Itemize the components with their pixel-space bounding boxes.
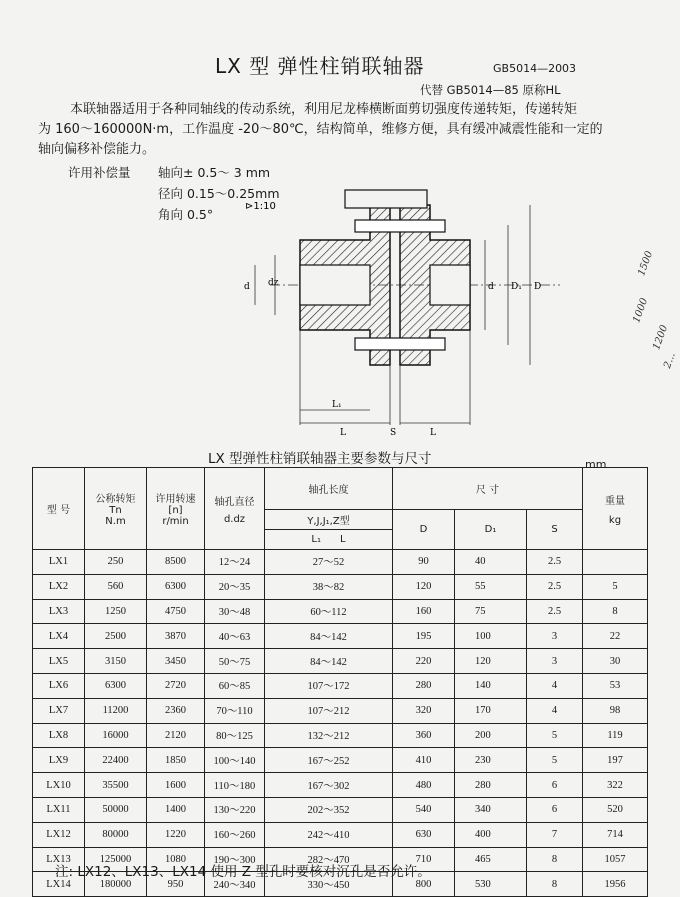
table-row: [33, 748, 648, 773]
description-line-3: 轴向偏移补偿能力。: [38, 142, 156, 157]
parameter-table: [32, 467, 648, 897]
table-title: LX 型弹性柱销联轴器主要参数与尺寸: [208, 451, 432, 467]
header-length: 轴孔长度: [265, 468, 393, 510]
cell-model: LX5: [33, 649, 85, 674]
table-row: [33, 550, 648, 575]
cell-tn: 80000: [85, 822, 147, 847]
cell-model: LX6: [33, 673, 85, 698]
cell-d: 240～340: [205, 872, 265, 897]
cell-D: 120: [393, 574, 455, 599]
cell-S: 8: [527, 847, 583, 872]
dim-S: S: [390, 428, 397, 438]
table-row: [33, 723, 648, 748]
cell-l: 84～142: [265, 649, 393, 674]
cell-kg: 520: [583, 797, 648, 822]
cell-kg: 30: [583, 649, 648, 674]
standard-number: GB5014—2003: [493, 62, 577, 75]
cell-D: 630: [393, 822, 455, 847]
cell-tn: 3150: [85, 649, 147, 674]
handwriting-1: 1500: [636, 249, 656, 278]
cell-D: 800: [393, 872, 455, 897]
cell-D1: 200: [455, 723, 527, 748]
cell-D1: 40: [455, 550, 527, 575]
cell-tn: 560: [85, 574, 147, 599]
cell-tn: 250: [85, 550, 147, 575]
header-model: 型 号: [33, 468, 85, 550]
cell-n: 1600: [147, 773, 205, 798]
cell-model: LX1: [33, 550, 85, 575]
cell-kg: 22: [583, 624, 648, 649]
cell-n: 2720: [147, 673, 205, 698]
cell-n: 3870: [147, 624, 205, 649]
cell-d: 60～85: [205, 673, 265, 698]
cell-S: 5: [527, 748, 583, 773]
dim-D1: D₁: [511, 282, 522, 292]
cell-model: LX11: [33, 797, 85, 822]
cell-n: 2360: [147, 698, 205, 723]
dim-L-left: L: [340, 428, 346, 438]
header-bore: 轴孔直径 d.dz: [205, 468, 265, 550]
header-torque: 公称转矩 Tn N.m: [85, 468, 147, 550]
dim-d-right: d: [488, 282, 494, 292]
cell-D1: 530: [455, 872, 527, 897]
taper-label: ⊳1:10: [245, 201, 276, 212]
cell-D: 710: [393, 847, 455, 872]
cell-l: 27～52: [265, 550, 393, 575]
cell-model: LX3: [33, 599, 85, 624]
cell-tn: 11200: [85, 698, 147, 723]
cell-D1: 75: [455, 599, 527, 624]
cell-D1: 230: [455, 748, 527, 773]
cell-model: LX12: [33, 822, 85, 847]
cell-d: 50～75: [205, 649, 265, 674]
cell-D: 540: [393, 797, 455, 822]
handwriting-2: 1000: [631, 296, 651, 325]
header-length-cols: L₁ L: [265, 530, 393, 550]
header-speed: 许用转速 [n] r/min: [147, 468, 205, 550]
compensation-angular: 角向 0.5°: [158, 207, 214, 222]
cell-d: 130～220: [205, 797, 265, 822]
cell-tn: 50000: [85, 797, 147, 822]
table-row: [33, 822, 648, 847]
cell-model: LX7: [33, 698, 85, 723]
cell-D: 220: [393, 649, 455, 674]
cell-kg: 322: [583, 773, 648, 798]
cell-D1: 170: [455, 698, 527, 723]
table-row: [33, 673, 648, 698]
cell-n: 2120: [147, 723, 205, 748]
compensation-label: 许用补偿量: [68, 165, 131, 180]
cell-d: 160～260: [205, 822, 265, 847]
cell-model: LX10: [33, 773, 85, 798]
table-row: [33, 797, 648, 822]
header-S: S: [527, 510, 583, 550]
cell-kg: 119: [583, 723, 648, 748]
cell-l: 60～112: [265, 599, 393, 624]
cell-S: 7: [527, 822, 583, 847]
cell-kg: 8: [583, 599, 648, 624]
table-row: [33, 624, 648, 649]
cell-D1: 120: [455, 649, 527, 674]
cell-S: 6: [527, 773, 583, 798]
cell-l: 202～352: [265, 797, 393, 822]
cell-kg: 714: [583, 822, 648, 847]
cell-l: 167～302: [265, 773, 393, 798]
cell-D1: 280: [455, 773, 527, 798]
cell-l: 38～82: [265, 574, 393, 599]
cell-S: 2.5: [527, 599, 583, 624]
dim-D: D: [534, 282, 542, 292]
cell-tn: 35500: [85, 773, 147, 798]
cell-D1: 140: [455, 673, 527, 698]
cell-n: 1080: [147, 847, 205, 872]
cell-tn: 6300: [85, 673, 147, 698]
cell-D: 480: [393, 773, 455, 798]
cell-d: 40～63: [205, 624, 265, 649]
cell-model: LX4: [33, 624, 85, 649]
cell-S: 3: [527, 624, 583, 649]
cell-l: 132～212: [265, 723, 393, 748]
footnote: 注: LX12、LX13、LX14 使用 Z 型孔时要核对沉孔是否允许。: [55, 864, 431, 880]
compensation-radial: 径向 0.15～0.25mm: [158, 186, 280, 201]
cell-n: 4750: [147, 599, 205, 624]
coupling-section-drawing: [240, 185, 570, 445]
cell-kg: 53: [583, 673, 648, 698]
cell-kg: 1956: [583, 872, 648, 897]
header-length-sub: Y,J,J₁,Z型: [265, 510, 393, 530]
cell-D1: 340: [455, 797, 527, 822]
table-row: [33, 698, 648, 723]
cell-d: 80～125: [205, 723, 265, 748]
cell-n: 6300: [147, 574, 205, 599]
dim-L-right: L: [430, 428, 436, 438]
cell-n: 1850: [147, 748, 205, 773]
cell-tn: 1250: [85, 599, 147, 624]
cell-S: 4: [527, 673, 583, 698]
cell-l: 84～142: [265, 624, 393, 649]
cell-kg: 98: [583, 698, 648, 723]
cell-D1: 465: [455, 847, 527, 872]
header-mass: 重量 kg: [583, 468, 648, 550]
cell-S: 3: [527, 649, 583, 674]
cell-n: 8500: [147, 550, 205, 575]
dim-L1: L₁: [332, 400, 342, 410]
cell-tn: 22400: [85, 748, 147, 773]
replaces-standard: 代替 GB5014—85 原称HL: [420, 83, 561, 97]
cell-tn: 2500: [85, 624, 147, 649]
cell-S: 5: [527, 723, 583, 748]
table-row: [33, 574, 648, 599]
cell-D: 320: [393, 698, 455, 723]
cell-d: 110～180: [205, 773, 265, 798]
cell-tn: 16000: [85, 723, 147, 748]
cell-S: 6: [527, 797, 583, 822]
cell-l: 107～212: [265, 698, 393, 723]
dim-dz: dz: [268, 278, 279, 288]
cell-D: 280: [393, 673, 455, 698]
cell-d: 12～24: [205, 550, 265, 575]
header-D: D: [393, 510, 455, 550]
cell-D: 410: [393, 748, 455, 773]
cell-model: LX9: [33, 748, 85, 773]
cell-S: 2.5: [527, 550, 583, 575]
cell-l: 282～470: [265, 847, 393, 872]
cell-S: 8: [527, 872, 583, 897]
handwriting-4: 2...: [662, 351, 678, 370]
cell-D1: 55: [455, 574, 527, 599]
cell-l: 167～252: [265, 748, 393, 773]
cell-l: 330～450: [265, 872, 393, 897]
table-unit: mm: [585, 458, 607, 471]
cell-S: 4: [527, 698, 583, 723]
cell-d: 70～110: [205, 698, 265, 723]
cell-D1: 400: [455, 822, 527, 847]
handwriting-3: 1200: [651, 323, 671, 352]
cell-d: 190～300: [205, 847, 265, 872]
cell-model: LX13: [33, 847, 85, 872]
cell-d: 30～48: [205, 599, 265, 624]
cell-l: 242～410: [265, 822, 393, 847]
description-line-2: 为 160～160000N·m，工作温度 -20～80℃，结构简单，维修方便，具有缓冲减震性能和一定的: [38, 122, 603, 137]
cell-l: 107～172: [265, 673, 393, 698]
cell-n: 3450: [147, 649, 205, 674]
dim-d-left: d: [244, 282, 250, 292]
cell-kg: 197: [583, 748, 648, 773]
cell-D1: 100: [455, 624, 527, 649]
cell-D: 90: [393, 550, 455, 575]
cell-d: 20～35: [205, 574, 265, 599]
cell-kg: [583, 550, 648, 575]
table-row: [33, 599, 648, 624]
table-row: [33, 649, 648, 674]
cell-kg: 1057: [583, 847, 648, 872]
cell-d: 100～140: [205, 748, 265, 773]
cell-n: 1220: [147, 822, 205, 847]
cell-model: LX2: [33, 574, 85, 599]
description-line-1: 本联轴器适用于各种同轴线的传动系统，利用尼龙棒横断面剪切强度传递转矩，传递转矩: [70, 102, 578, 117]
cell-n: 950: [147, 872, 205, 897]
cell-model: LX8: [33, 723, 85, 748]
cell-tn: 180000: [85, 872, 147, 897]
cell-model: LX14: [33, 872, 85, 897]
cell-D: 195: [393, 624, 455, 649]
cell-D: 160: [393, 599, 455, 624]
cell-S: 2.5: [527, 574, 583, 599]
cell-kg: 5: [583, 574, 648, 599]
header-D1: D₁: [455, 510, 527, 550]
table-row: [33, 773, 648, 798]
header-size: 尺 寸: [393, 468, 583, 510]
cell-D: 360: [393, 723, 455, 748]
cell-n: 1400: [147, 797, 205, 822]
page-title: LX 型 弹性柱销联轴器: [215, 54, 425, 78]
compensation-axial: 轴向± 0.5～ 3 mm: [158, 165, 271, 180]
cell-tn: 125000: [85, 847, 147, 872]
